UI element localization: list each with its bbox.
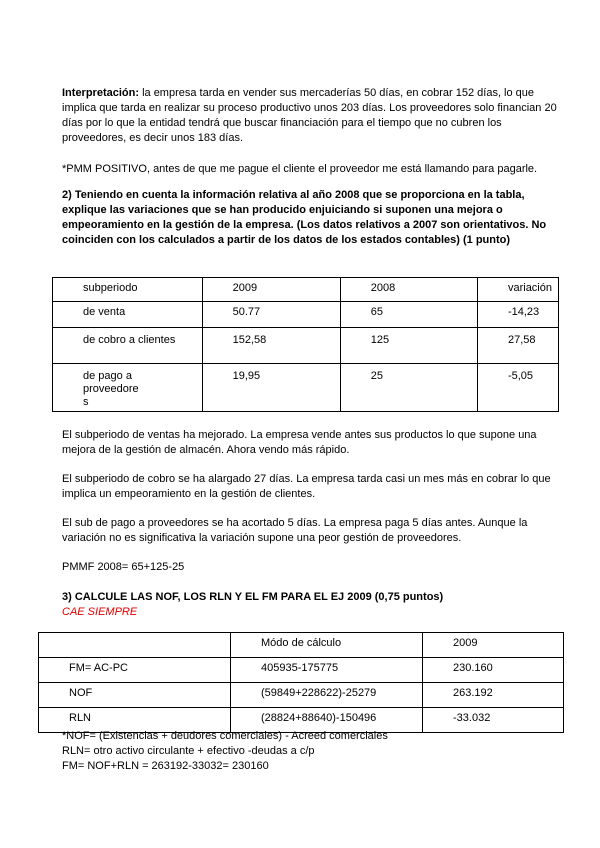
question-3 xyxy=(62,590,562,620)
table-cell: subperiodo xyxy=(53,278,203,302)
paragraph-pago: El sub de pago a proveedores se ha acortado 5 días. La empresa paga 5 días antes. Aunque la variación no es significativa la variación supone una peor gestión de proveedores. xyxy=(62,517,528,544)
table-cell: (28824+88640)-150496 xyxy=(231,708,423,733)
table-cell: 27,58 xyxy=(477,328,558,364)
question-3-note: CAE SIEMPRE xyxy=(62,606,138,618)
table-cell: 2009 xyxy=(423,633,564,658)
table-cell: de cobro a clientes xyxy=(53,328,203,364)
table-cell: 65 xyxy=(340,302,477,328)
paragraph-ventas: El subperiodo de ventas ha mejorado. La empresa vende antes sus productos lo que supone una mejora de la gestión de almacén. Ahora vendo más rápido. xyxy=(62,429,537,456)
paragraph-cobro: El subperiodo de cobro se ha alargado 27 días. La empresa tarda casi un mes más en cobrar lo que implica un empeoramiento en la gestión de clientes. xyxy=(62,473,551,500)
table-cell xyxy=(39,633,231,658)
pmm-note: *PMM POSITIVO, antes de que me pague el cliente el proveedor me está llamando para pagarle. xyxy=(62,163,538,175)
nof-table xyxy=(38,632,564,733)
table-cell: FM= AC-PC xyxy=(39,658,231,683)
table-header-row xyxy=(39,633,564,658)
table-cell: de venta xyxy=(53,302,203,328)
table-cell: (59849+228622)-25279 xyxy=(231,683,423,708)
table-cell: 2009 xyxy=(202,278,340,302)
table-row xyxy=(39,683,564,708)
table-row xyxy=(39,658,564,683)
interpretation-label: Interpretación: xyxy=(62,87,140,99)
footer-line: RLN= otro activo circulante + efectivo -deudas a c/p xyxy=(62,745,315,757)
table-row xyxy=(53,364,559,412)
table-cell: variación xyxy=(477,278,558,302)
footer-notes xyxy=(62,729,562,774)
table-cell: -33.032 xyxy=(423,708,564,733)
table-cell: RLN xyxy=(39,708,231,733)
interpretation-text: la empresa tarda en vender sus mercaderías 50 días, en cobrar 152 días, lo que implica que tarda en realizar su proceso productivo unos 203 días. Los proveedores solo financian 20 días por lo que la entidad tendrá que buscar financiación para el tiempo que no cubren los proveedores, es decir unos 183 días. xyxy=(62,87,557,144)
interpretation-paragraph xyxy=(62,86,562,146)
table-header-row xyxy=(53,278,559,302)
table-cell: 125 xyxy=(340,328,477,364)
table-row xyxy=(53,328,559,364)
table-cell: 50.77 xyxy=(202,302,340,328)
subperiod-table xyxy=(52,277,559,412)
footer-line: *NOF= (Existencias + deudores comerciales) - Acreed comerciales xyxy=(62,730,388,742)
table-cell: 152,58 xyxy=(202,328,340,364)
question-3-text: 3) CALCULE LAS NOF, LOS RLN Y EL FM PARA EL EJ 2009 (0,75 puntos) xyxy=(62,591,444,603)
table-cell: Módo de cálculo xyxy=(231,633,423,658)
question-2-text: 2) Teniendo en cuenta la información relativa al año 2008 que se proporciona en la tabla, explique las variaciones que se han producido enjuiciando si suponen una mejora o empeoramiento en la gestión de la empresa. (Los datos relativos a 2007 son orientativos. No coinciden con los calculados a partir de los datos de los estados contables) (1 punto) xyxy=(62,189,547,246)
table-cell: 2008 xyxy=(340,278,477,302)
table-cell: -14,23 xyxy=(477,302,558,328)
pmmf-line: PMMF 2008= 65+125-25 xyxy=(62,561,185,573)
table-cell: 25 xyxy=(340,364,477,412)
table-row xyxy=(53,302,559,328)
table-cell: NOF xyxy=(39,683,231,708)
table-cell: 405935-175775 xyxy=(231,658,423,683)
table-cell: 19,95 xyxy=(202,364,340,412)
table-cell: 230.160 xyxy=(423,658,564,683)
table-cell: -5,05 xyxy=(477,364,558,412)
table-cell: de pago a proveedore s xyxy=(53,364,203,412)
table-cell: 263.192 xyxy=(423,683,564,708)
question-2 xyxy=(62,188,562,248)
footer-line: FM= NOF+RLN = 263192-33032= 230160 xyxy=(62,760,269,772)
